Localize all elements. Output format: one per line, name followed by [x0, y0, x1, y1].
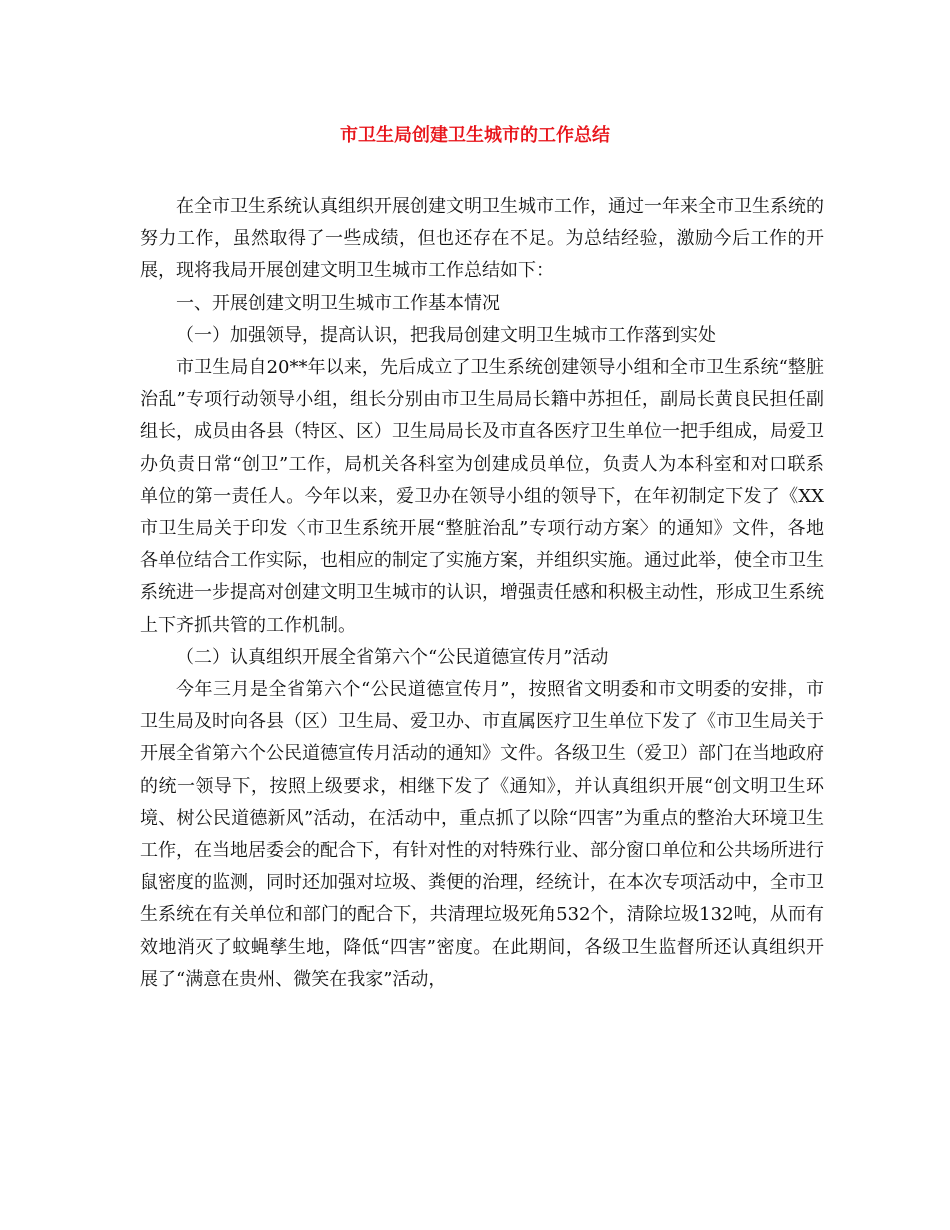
body-paragraph-1: 市卫生局自20**年以来，先后成立了卫生系统创建领导小组和全市卫生系统“整脏治乱”专项行动领导小组，组长分别由市卫生局局长籍中苏担任，副局长黄良民担任副组长，成员由各县（特区、区）卫生局局长及市直各医疗卫生单位一把手组成，局爱卫办负责日常“创卫”工作，局机关各科室为创建成员单位，负责人为本科室和对口联系单位的第一责任人。今年以来，爱卫办在领导小组的领导下，在年初制定下发了《XX市卫生局关于印发〈市卫生系统开展“整脏治乱”专项行动方案〉的通知》文件，各地各单位结合工作实际，也相应的制定了实施方案，并组织实施。通过此举，使全市卫生系统进一步提高对创建文明卫生城市的认识，增强责任感和积极主动性，形成卫生系统上下齐抓共管的工作机制。: [140, 357, 824, 636]
section-heading-1: 一、开展创建文明卫生城市工作基本情况: [176, 292, 500, 314]
subsection-heading-2: （二）认真组织开展全省第六个“公民道德宣传月”活动: [176, 646, 609, 668]
intro-paragraph: 在全市卫生系统认真组织开展创建文明卫生城市工作，通过一年来全市卫生系统的努力工作，虽然取得了一些成绩，但也还存在不足。为总结经验，激励今后工作的开展，现将我局开展创建文明卫生城市工作总结如下：: [140, 196, 824, 282]
document-body: [140, 191, 824, 996]
document-title: 市卫生局创建卫生城市的工作总结: [340, 125, 610, 146]
body-paragraph-2: 今年三月是全省第六个“公民道德宣传月”，按照省文明委和市文明委的安排，市卫生局及时向各县（区）卫生局、爱卫办、市直属医疗卫生单位下发了《市卫生局关于开展全省第六个公民道德宣传月活动的通知》文件。各级卫生（爱卫）部门在当地政府的统一领导下，按照上级要求，相继下发了《通知》，并认真组织开展“创文明卫生环境、树公民道德新风”活动，在活动中，重点抓了以除“四害”为重点的整治大环境卫生工作，在当地居委会的配合下，有针对性的对特殊行业、部分窗口单位和公共场所进行鼠密度的监测，同时还加强对垃圾、粪便的治理，经统计，在本次专项活动中，全市卫生系统在有关单位和部门的配合下，共清理垃圾死角532个，清除垃圾132吨，从而有效地消灭了蚊蝇孳生地，降低“四害”密度。在此期间，各级卫生监督所还认真组织开展了“满意在贵州、微笑在我家”活动，: [140, 679, 824, 990]
subsection-heading-1: （一）加强领导，提高认识，把我局创建文明卫生城市工作落到实处: [176, 324, 716, 346]
